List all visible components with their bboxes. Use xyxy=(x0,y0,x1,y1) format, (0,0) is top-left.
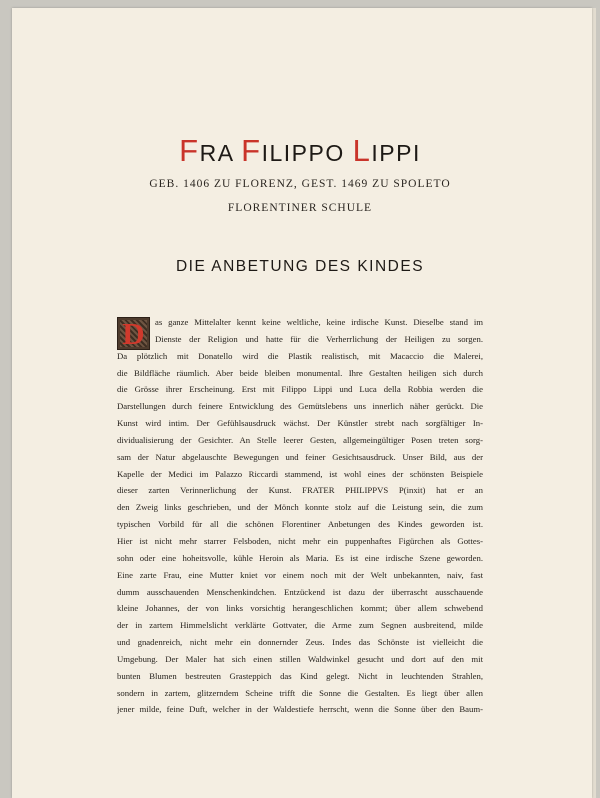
decorated-initial xyxy=(117,317,150,350)
title-text: IPPI xyxy=(371,140,421,166)
text-line: Darstellungen durch feinere Entwicklung des Gemütslebens uns innerlich näher gerückt. Die xyxy=(117,401,483,412)
text-line: sohn oder eine hoheitsvolle, kühle Heroin als Maria. Es ist eine irdische Szene geworden. xyxy=(117,552,483,563)
text-line: den Zweig links geschrieben, und der Mönch konnte stolz auf die Leistung sein, die zum xyxy=(117,502,483,513)
text-line: dividualisierung der Gesichter. An Stelle leerer Gesten, allgemeingültiger Posen treten sorg- xyxy=(117,434,483,445)
text-line: die Grösse ihrer Erscheinung. Erst mit Filippo Lippi und Luca della Robbia werden die xyxy=(117,384,483,395)
text-line: as ganze Mittelalter kennt keine weltliche, keine irdische Kunst. Dieselbe stand im xyxy=(155,317,483,327)
school-label: FLORENTINER SCHULE xyxy=(227,202,373,214)
text-line: kleine Johannes, der von links vorsichtig herangeschlichen kommt; über allem schwebend xyxy=(117,603,483,614)
text-line: Eine zarte Frau, eine Mutter kniet vor einem noch mit der Welt unbekannten, naiv, fast xyxy=(117,569,483,580)
title-initial: L xyxy=(352,133,372,168)
section-heading: DIE ANBETUNG DES KINDES xyxy=(175,258,425,275)
title-text: RA xyxy=(199,140,242,166)
text-line: dumm ausschauenden Menschenkindchen. Entzückend ist dazu der überrascht ausschauende xyxy=(117,586,483,597)
text-line: Kapelle der Medici im Palazzo Riccardi stammend, ist wohl eines der schönsten Beispiele xyxy=(117,468,483,479)
text-line: Hier ist nicht mehr starrer Felsboden, nicht mehr ein puppenhaftes Figürchen als Gottes- xyxy=(117,535,483,546)
body-text xyxy=(117,314,483,718)
text-line: typischen Vorbild für all die schönen Florentiner Anbetungen des Kindes geworden ist. xyxy=(117,519,483,530)
text-line: jener milde, feine Duft, welcher in der Waldestiefe herrscht, wenn die Sonne über den Baum- xyxy=(117,704,483,715)
page-title xyxy=(0,133,600,169)
text-line: sam der Natur abgelauschte Bewegungen und feiner Gesichtsausdruck. Unser Bild, aus der xyxy=(117,451,483,462)
text-line: bunten Blumen bestreuten Grasteppich das Kind gelegt. Nicht in leuchtenden Strahlen, xyxy=(117,670,483,681)
title-initial: F xyxy=(241,133,262,168)
text-line: der in zartem Himmelslicht verklärte Gottvater, die Arme zum Segnen ausbreitend, milde xyxy=(117,620,483,631)
text-line: Umgebung. Der Maler hat sich einen stillen Waldwinkel gesucht und dort auf den mit xyxy=(117,653,483,664)
text-line: Dienste der Religion und hatte für die Verherrlichung der Heiligen zu sorgen. xyxy=(155,333,483,344)
text-line: und gnadenreich, nicht mehr ein donnernder Zeus. Indes das Schönste ist vielleicht die xyxy=(117,637,483,648)
subtitle: GEB. 1406 ZU FLORENZ, GEST. 1469 ZU SPOLETO xyxy=(149,178,451,190)
title-initial: F xyxy=(179,133,200,168)
title-text: ILIPPO xyxy=(261,140,353,166)
text-line: die Bildfläche räumlich. Aber beide bleiben monumental. Ihre Gestalten heiligen sich durch xyxy=(117,367,483,378)
text-line: Da plötzlich mit Donatello wird die Plastik realistisch, mit Macaccio die Malerei, xyxy=(117,350,483,361)
text-line: dieser zarten Verinnerlichung der Kunst. FRATER PHILIPPVS P(inxit) hat er an xyxy=(117,485,483,496)
initial-letter: D xyxy=(122,316,145,351)
text-line: Kunst wird intim. Der Gefühlsausdruck wächst. Der Künstler strebt nach sorgfältiger In- xyxy=(117,418,483,429)
text-line: sondern in zartem, glitzerndem Scheine trifft die Sonne die Gestalten. Es liegt über allen xyxy=(117,687,483,698)
